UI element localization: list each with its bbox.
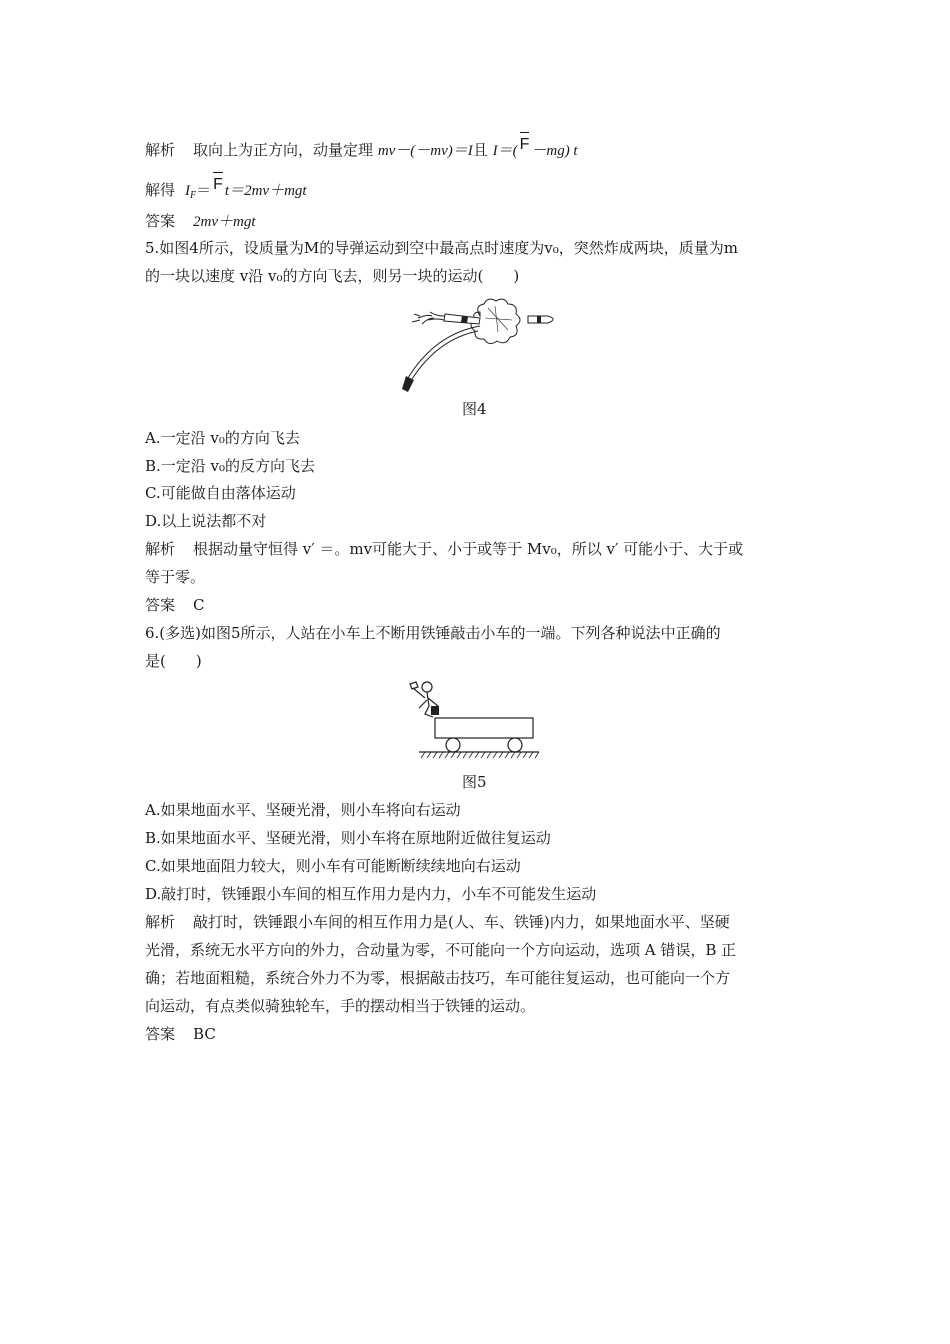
conjunction: 且 <box>472 141 488 159</box>
q6-option-d: D.敲打时，铁锤跟小车间的相互作用力是内力，小车不可能发生运动 <box>145 885 597 903</box>
q6-analysis-line-2: 光滑，系统无水平方向的外力，合动量为零，不可能向一个方向运动，选项 A 错误，B 正 <box>145 941 737 959</box>
q6-option-c: C.如果地面阻力较大，则小车有可能断断续续地向右运动 <box>145 857 521 875</box>
solve-result: t＝2mv＋mgt <box>224 183 307 199</box>
equation-impulse-rhs: －mg) t <box>531 143 578 159</box>
q6-option-b: B.如果地面水平、坚硬光滑，则小车将在原地附近做往复运动 <box>145 829 551 847</box>
q5-option-c: C.可能做自由落体运动 <box>145 484 296 502</box>
q6-option-a: A.如果地面水平、坚硬光滑，则小车将向右运动 <box>145 801 461 819</box>
f-bar-symbol: F <box>519 136 530 153</box>
answer-label: 答案 <box>145 596 176 614</box>
analysis-label: 解析 <box>145 141 176 159</box>
cart-body <box>435 718 533 738</box>
cart-wheel-left <box>446 738 460 752</box>
figure-5-caption: 图5 <box>462 773 487 791</box>
analysis-label: 解析 <box>145 540 176 558</box>
equation-momentum: mv－(－mv)＝I <box>377 143 473 159</box>
q5-answer-line <box>145 595 205 615</box>
q6-analysis-line-1 <box>145 912 730 932</box>
q6-stem-line-1: 6.(多选)如图5所示，人站在小车上不断用铁锤敲击小车的一端。下列各种说法中正确的 <box>145 624 721 642</box>
person-head <box>422 682 432 692</box>
solve-label: 解得 <box>145 181 176 199</box>
q4-answer-line <box>145 211 256 232</box>
q6-answer-line <box>145 1024 216 1044</box>
impulse-subscript: F <box>190 190 197 201</box>
q5-analysis-line-2: 等于零。 <box>145 568 206 586</box>
cart-wheel-right <box>508 738 522 752</box>
q5-option-a: A.一定沿 v₀的方向飞去 <box>145 429 300 447</box>
q5-option-b: B.一定沿 v₀的反方向飞去 <box>145 457 316 475</box>
q4-solve-line <box>145 176 307 206</box>
q6-stem-line-2: 是( ) <box>145 652 202 670</box>
figure-4-caption: 图4 <box>462 400 487 418</box>
impulse-symbol: I <box>185 183 191 199</box>
analysis-text: 根据动量守恒得 v′ ＝。mv可能大于、小于或等于 Mv₀，所以 v′ 可能小于、大于或 <box>193 540 744 558</box>
answer-value: 2mv＋mgt <box>193 214 256 230</box>
figure-5-person-on-cart <box>405 680 545 762</box>
f-bar-symbol-2: F <box>213 176 223 193</box>
analysis-label: 解析 <box>145 913 176 931</box>
q6-analysis-line-4: 向运动，有点类似骑独轮车，手的摆动相当于铁锤的运动。 <box>145 997 536 1015</box>
q5-stem-line-2: 的一块以速度 v沿 v₀的方向飞去，则另一块的运动( ) <box>145 267 520 285</box>
analysis-text: 敲打时，铁锤跟小车间的相互作用力是(人、车、铁锤)内力，如果地面水平、坚硬 <box>193 913 730 931</box>
answer-value: BC <box>193 1025 216 1043</box>
q5-analysis-line-1 <box>145 539 743 559</box>
answer-label: 答案 <box>145 212 176 230</box>
equation-impulse-lhs: I＝( <box>492 143 518 159</box>
q6-analysis-line-3: 确；若地面粗糙，系统合外力不为零，根据敲击技巧，车可能往复运动，也可能向一个方 <box>145 969 731 987</box>
equals-sign: ＝ <box>196 181 212 199</box>
figure-4-missile-explosion <box>400 298 565 393</box>
q4-analysis-line <box>145 136 578 161</box>
q5-option-d: D.以上说法都不对 <box>145 512 267 530</box>
q5-stem-line-1: 5.如图4所示，设质量为M的导弹运动到空中最高点时速度为v₀，突然炸成两块，质量为m <box>145 239 738 257</box>
answer-value: C <box>193 596 205 614</box>
analysis-text: 取向上为正方向，动量定理 <box>193 141 374 159</box>
answer-label: 答案 <box>145 1025 176 1043</box>
